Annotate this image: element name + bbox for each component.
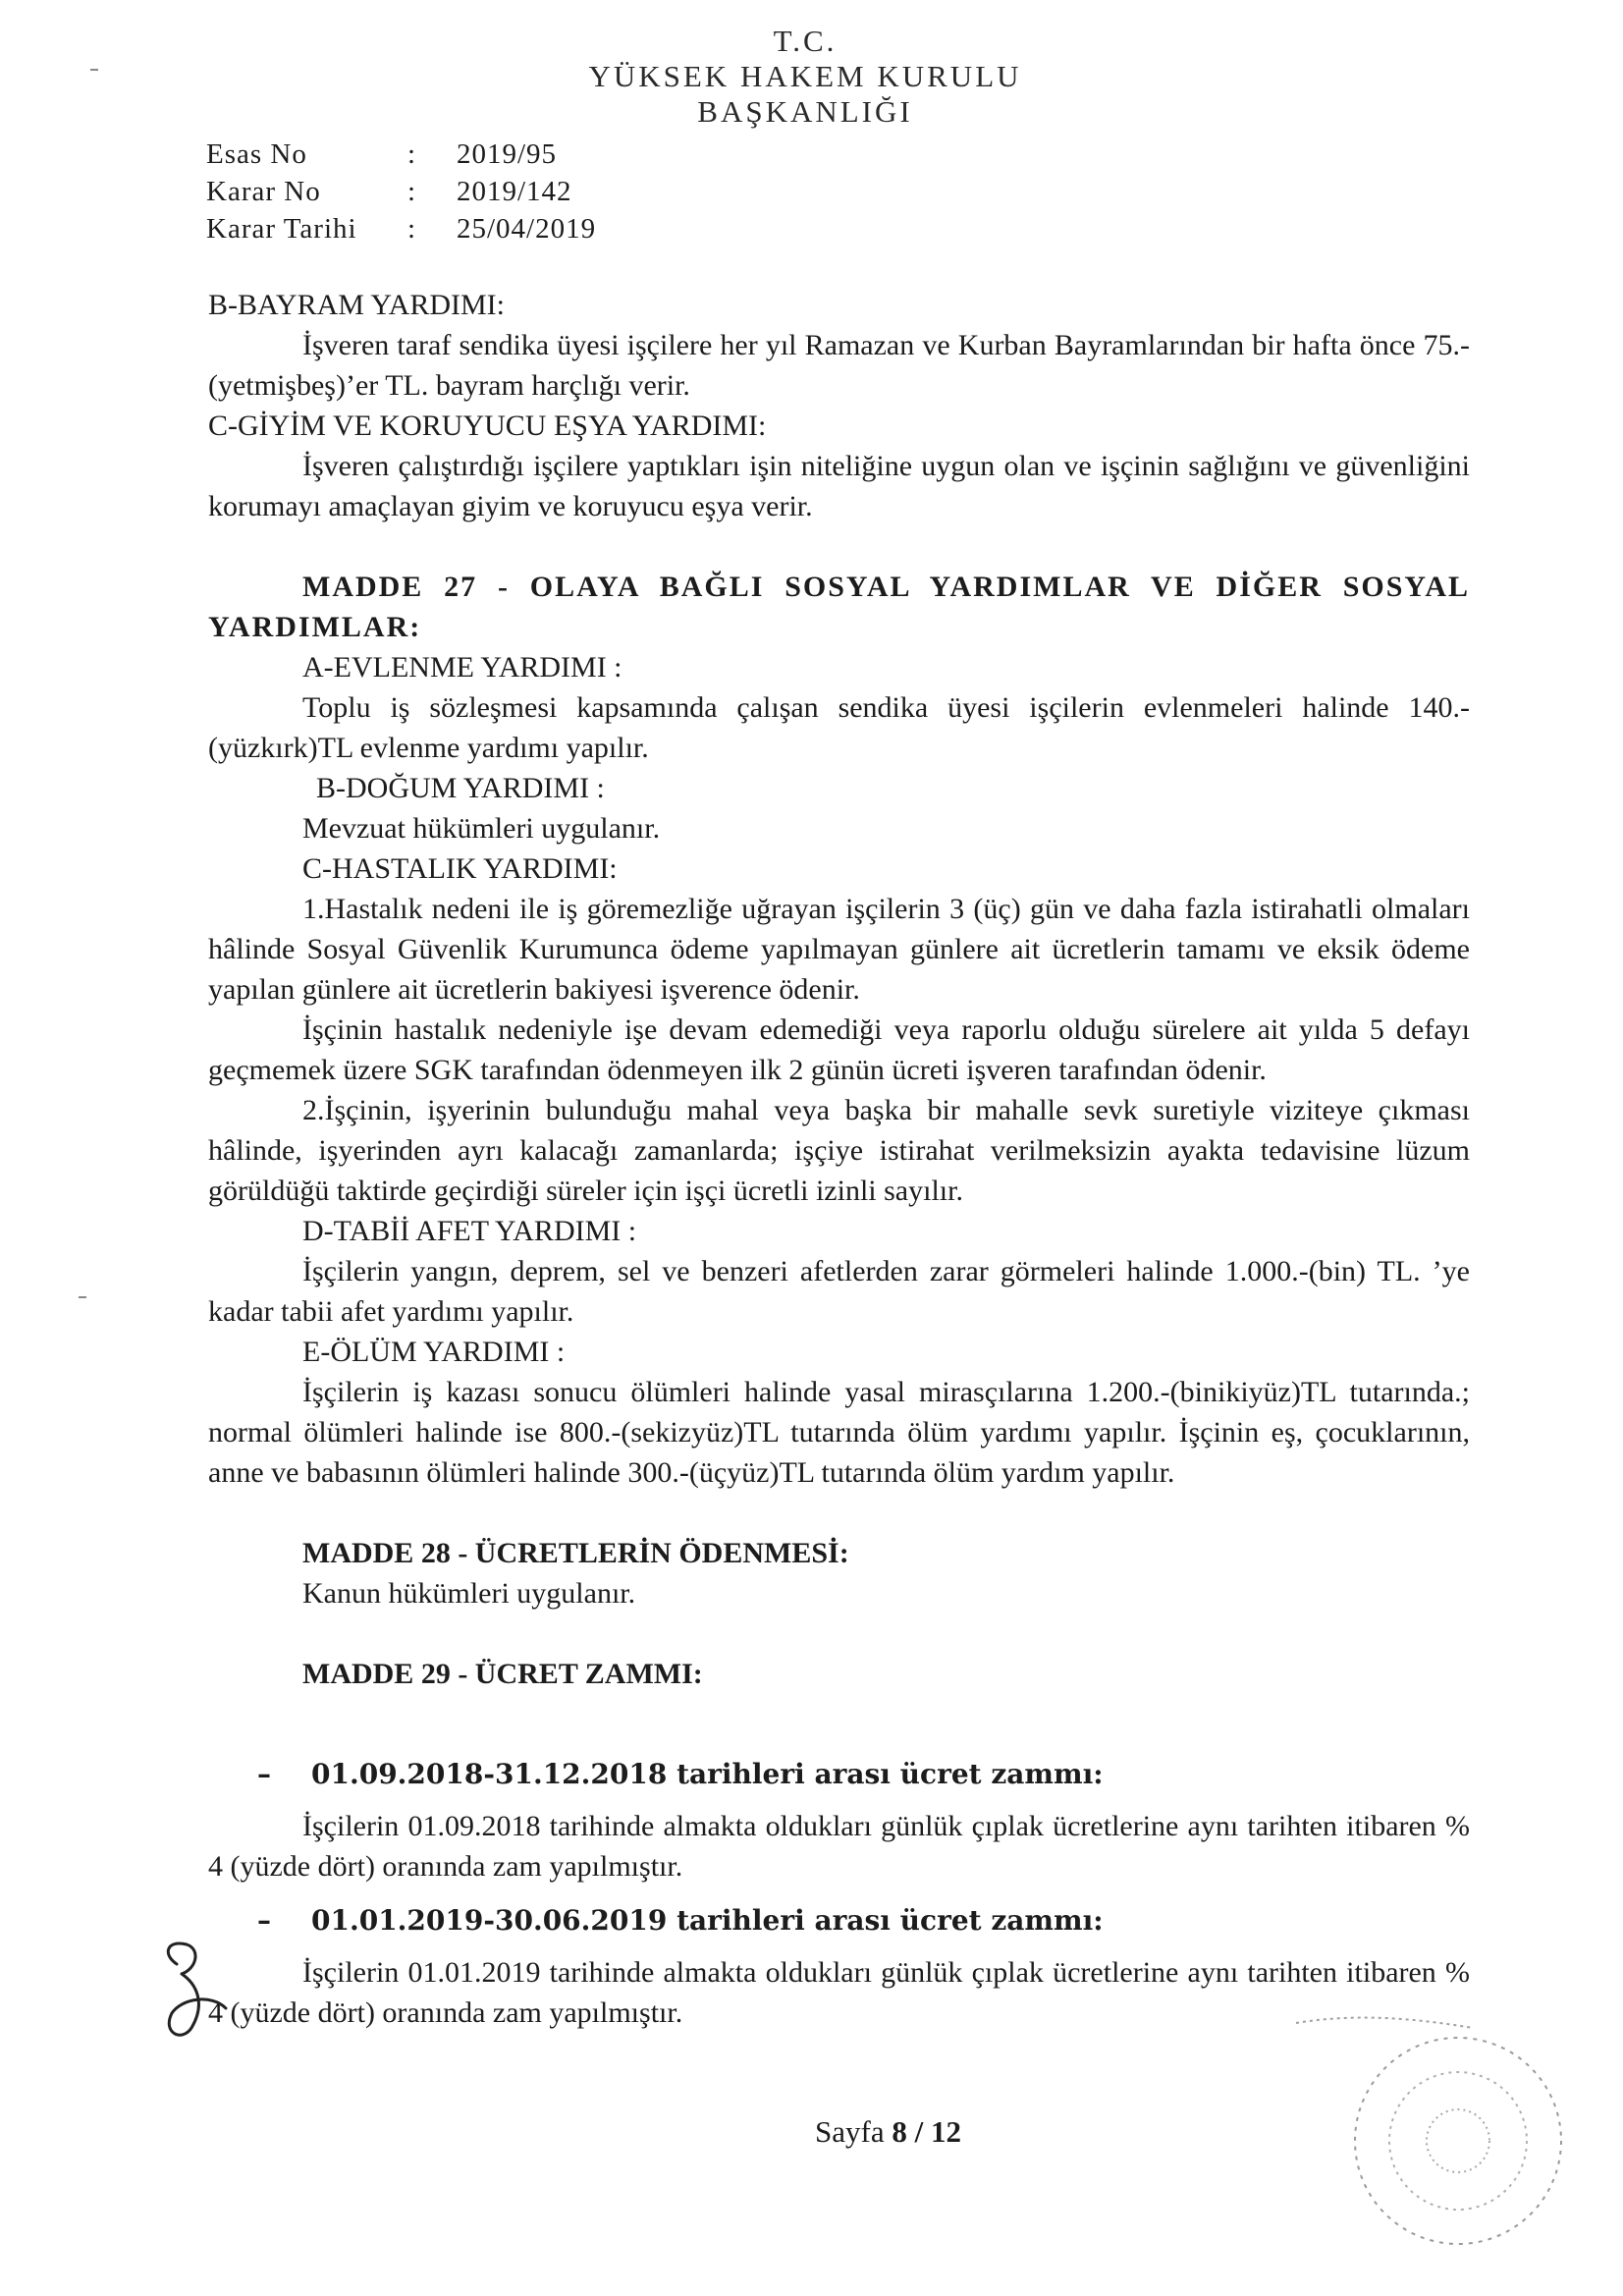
- paragraph-bayram: İşveren taraf sendika üyesi işçilere her yıl Ramazan ve Kurban Bayramlarından bir hafta önce 75.-(yetmişbeş)’er TL. bayram harçlığı verir.: [208, 329, 1470, 402]
- dash-bullet: –: [257, 1904, 271, 1937]
- spacer: [208, 1734, 1470, 1754]
- spacer: [208, 1694, 1470, 1734]
- case-meta: [206, 136, 596, 247]
- article-title-29: MADDE 29 - ÜCRET ZAMMI:: [302, 1658, 703, 1690]
- meta-row-esas: [206, 136, 596, 173]
- raise-period-1-title: 01.09.2018-31.12.2018 tarihleri arası ücret zammı:: [311, 1758, 1104, 1790]
- paragraph-raise-2: İşçilerin 01.01.2019 tarihinde almakta oldukları günlük çıplak ücretlerine aynı tarihten itibaren % 4 (yüzde dört) oranında zam yapılmıştır.: [208, 1956, 1470, 2029]
- meta-sep: :: [407, 176, 417, 207]
- spacer: [208, 526, 1470, 567]
- paragraph-raise-1: İşçilerin 01.09.2018 tarihinde almakta oldukları günlük çıplak ücretlerine aynı tarihten itibaren % 4 (yüzde dört) oranında zam yapılmıştır.: [208, 1810, 1470, 1883]
- section-title-bayram: B-BAYRAM YARDIMI:: [208, 289, 505, 321]
- paragraph-hastalik-3: 2.İşçinin, işyerinin bulunduğu mahal veya başka bir mahalle sevk suretiyle viziteye çıkması hâlinde, işyerinden ayrı kalacağı zamanlarda; işçiye istirahat verilmeksizin ayakta tedavisine lüzum görüldüğü taktirde geçirdiği süreler için işçi ücretli izinli sayılır.: [208, 1094, 1470, 1207]
- meta-value: 2019/95: [457, 138, 558, 170]
- handwritten-initial: [157, 1935, 245, 2052]
- raise-period-2-title: 01.01.2019-30.06.2019 tarihleri arası ücret zammı:: [311, 1904, 1104, 1937]
- raise-period-2: [208, 1900, 1470, 1941]
- scan-speck: [90, 69, 98, 71]
- section-title-dogum: B-DOĞUM YARDIMI :: [316, 772, 605, 804]
- meta-key: Esas No: [206, 138, 307, 170]
- paragraph-giyim: İşveren çalıştırdığı işçilere yaptıkları işin niteliğine uygun olan ve işçinin sağlığını ve güvenliğini korumayı amaçlayan giyim ve koruyucu eşya verir.: [208, 450, 1470, 522]
- spacer: [208, 1941, 1470, 1952]
- meta-key: Karar Tarihi: [206, 213, 357, 245]
- meta-sep: :: [407, 138, 417, 170]
- meta-value: 2019/142: [457, 176, 572, 207]
- section-title-olum: E-ÖLÜM YARDIMI :: [302, 1336, 566, 1368]
- article-title-28: MADDE 28 - ÜCRETLERİN ÖDENMESİ:: [302, 1537, 849, 1569]
- section-title-giyim: C-GİYİM VE KORUYUCU EŞYA YARDIMI:: [208, 410, 767, 442]
- paragraph-olum: İşçilerin iş kazası sonucu ölümleri halinde yasal mirasçılarına 1.200.-(binikiyüz)TL tutarında.; normal ölümleri halinde ise 800.-(sekizyüz)TL tutarında ölüm yardımı yapılır. İşçinin eş, çocuklarının, anne ve babasının ölümleri halinde 300.-(üçyüz)TL tutarında ölüm yardım yapılır.: [208, 1376, 1470, 1489]
- document-body: [208, 285, 1470, 2033]
- meta-row-karar: [206, 173, 596, 210]
- meta-row-tarih: [206, 210, 596, 247]
- section-title-hastalik: C-HASTALIK YARDIMI:: [302, 852, 618, 885]
- dash-bullet: –: [257, 1758, 271, 1790]
- section-title-afet: D-TABİİ AFET YARDIMI :: [302, 1215, 637, 1247]
- header-baskanlik: BAŞKANLIĞI: [697, 94, 913, 129]
- meta-value: 25/04/2019: [457, 213, 597, 245]
- paragraph-dogum: Mevzuat hükümleri uygulanır.: [302, 812, 661, 845]
- paragraph-hastalik-2: İşçinin hastalık nedeniyle işe devam edemediği veya raporlu olduğu sürelere ait yılda 5 defayı geçmemek üzere SGK tarafından ödenmeyen ilk 2 günün ücreti işveren tarafından ödenir.: [208, 1013, 1470, 1086]
- meta-sep: :: [407, 213, 417, 245]
- spacer: [208, 1613, 1470, 1654]
- paragraph-madde28: Kanun hükümleri uygulanır.: [302, 1577, 636, 1610]
- official-stamp-seal: [1276, 1994, 1620, 2249]
- page-number: 8 / 12: [892, 2114, 961, 2149]
- header-institution: YÜKSEK HAKEM KURULU: [588, 59, 1022, 93]
- spacer: [208, 1493, 1470, 1533]
- scan-speck: [79, 1296, 86, 1298]
- spacer: [208, 1794, 1470, 1806]
- page-label: Sayfa: [815, 2114, 893, 2149]
- paragraph-afet: İşçilerin yangın, deprem, sel ve benzeri afetlerden zarar görmeleri halinde 1.000.-(bin) TL. ’ye kadar tabii afet yardımı yapılır.: [208, 1255, 1470, 1328]
- page-footer: [815, 2111, 961, 2152]
- institution-header: [550, 24, 1060, 130]
- raise-period-1: [208, 1754, 1470, 1794]
- article-title-27: MADDE 27 - OLAYA BAĞLI SOSYAL YARDIMLAR VE DİĞER SOSYAL YARDIMLAR:: [208, 571, 1470, 643]
- meta-key: Karar No: [206, 176, 321, 207]
- header-tc: T.C.: [773, 24, 838, 58]
- section-title-evlenme: A-EVLENME YARDIMI :: [302, 651, 622, 683]
- paragraph-evlenme: Toplu iş sözleşmesi kapsamında çalışan sendika üyesi işçilerin evlenmeleri halinde 140.-(yüzkırk)TL evlenme yardımı yapılır.: [208, 691, 1470, 764]
- paragraph-hastalik-1: 1.Hastalık nedeni ile iş göremezliğe uğrayan işçilerin 3 (üç) gün ve daha fazla istirahatli olmaları hâlinde Sosyal Güvenlik Kurumunca ödeme yapılmayan günlere ait ücretlerin tamamı ve eksik ödeme yapılan günlere ait ücretlerin bakiyesi işverence ödenir.: [208, 893, 1470, 1006]
- spacer: [208, 1886, 1470, 1900]
